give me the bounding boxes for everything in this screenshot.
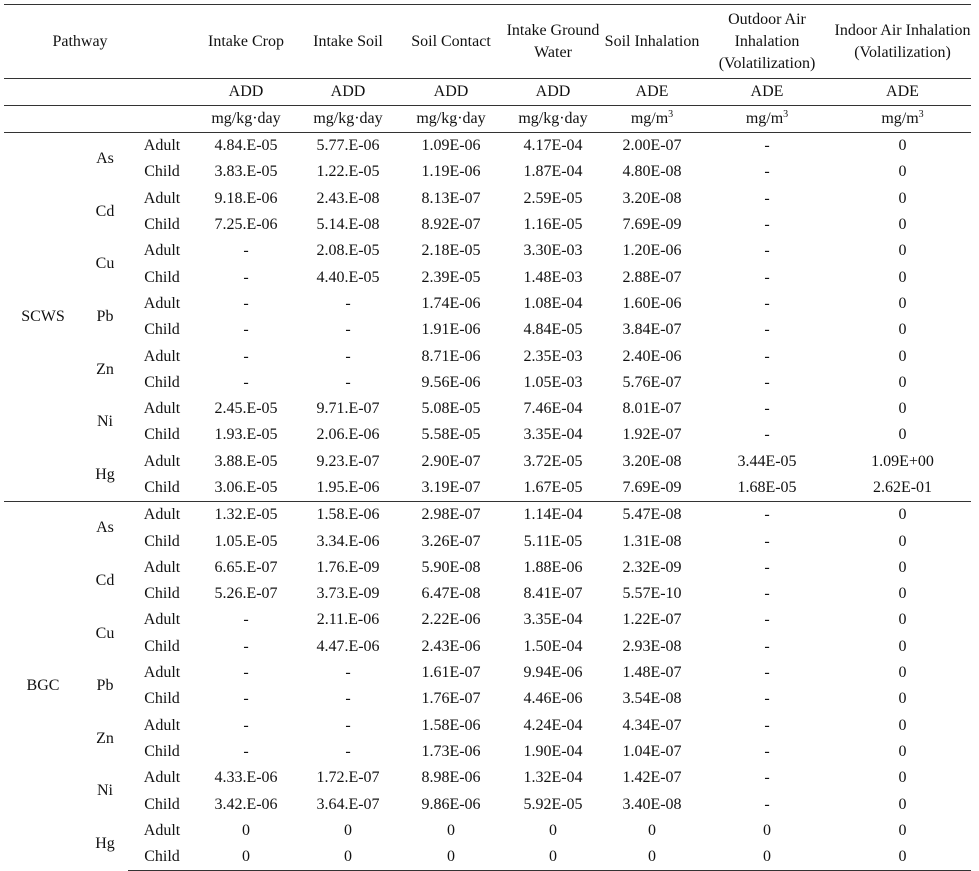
value-cell: 0 [834,844,971,871]
value-cell: - [243,716,249,734]
metal-label: Ni [97,782,113,800]
value-cell: 5.14.E-08 [316,216,380,234]
value-cell: 1.09E+00 [871,452,934,470]
value-cell: 2.88E-07 [622,268,682,286]
value-cell: 1.58E-06 [421,716,481,734]
value-cell: 0 [898,742,907,760]
group-label: Child [144,742,180,760]
pathway-header: Pathway [4,5,196,79]
value-cell: 0 [898,821,907,839]
value-cell: 9.18.E-06 [214,189,278,207]
value-cell: - [764,373,770,391]
group-label: Adult [143,716,181,734]
value-cell: 1.67E-05 [523,479,583,496]
value-cell: 2.08.E-05 [316,242,380,260]
value-cell: 5.57E-10 [622,585,682,603]
value-cell: - [764,189,770,207]
value-cell: 8.13E-07 [421,189,481,207]
col-header-soil-inhalation: Soil Inhalation [604,5,700,79]
value-cell: 3.88.E-05 [214,452,278,470]
table-row [4,581,971,607]
table-row [4,607,971,633]
table-row [4,422,971,448]
value-cell: 0 [898,321,907,339]
value-cell: 3.06.E-05 [214,479,278,496]
value-cell: 7.46E-04 [523,400,583,418]
value-cell: 0 [763,821,771,839]
value-cell: 4.46E-06 [523,690,583,708]
value-cell: 1.72.E-07 [316,769,380,787]
value-cell: 3.34.E-06 [316,532,380,550]
value-cell: 1.61E-07 [421,664,481,682]
table-row [4,159,971,185]
value-cell: 2.40E-06 [622,347,682,365]
value-cell: 0 [604,844,700,871]
value-cell: - [345,347,351,365]
value-cell: - [764,558,770,576]
group-label: Adult [128,502,196,529]
table-row [4,739,971,765]
group-label: Adult [143,400,181,418]
col-header-soil-contact: Soil Contact [400,5,502,79]
value-cell: 5.77.E-06 [316,137,380,155]
metric-cell: ADE [604,79,700,106]
header-blank [4,106,196,133]
value-cell: 2.06.E-06 [316,426,380,444]
table-row [4,844,971,871]
table-row [4,660,971,686]
value-cell: 0 [898,611,907,629]
value-cell: 3.19E-07 [421,479,481,496]
value-cell: - [345,690,351,708]
value-cell: 2.43.E-08 [316,189,380,207]
group-label: Adult [143,821,181,839]
value-cell: 1.19E-06 [421,163,481,181]
group-label: Adult [143,558,181,576]
value-cell: 1.05E-03 [523,373,583,391]
group-label: Adult [143,242,181,260]
group-label: Adult [143,189,181,207]
value-cell: 1.76.E-09 [316,558,380,576]
value-cell: 1.16E-05 [523,216,583,234]
value-cell: 0 [648,821,656,839]
metal-label: Cd [95,202,115,220]
value-cell: 1.91E-06 [421,321,481,339]
value-cell: 1.87E-04 [523,163,583,181]
value-cell: 2.22E-06 [421,611,481,629]
group-label: Child [144,216,180,234]
group-label: Child [144,532,180,550]
table-header [4,5,971,133]
unit-cell: $mg/m^3$ [700,106,834,133]
site-label: BGC [4,502,82,871]
header-row-metric [4,79,971,106]
value-cell: 5.08E-05 [421,400,481,418]
col-header-indoor-air-inhalation: Indoor Air Inhalation (Volatilization) [834,5,971,79]
group-label: Child [144,163,180,181]
table-row [4,502,971,529]
value-cell: - [243,637,249,655]
table-row [4,291,971,317]
value-cell: 0 [898,637,907,655]
value-cell: - [243,611,249,629]
value-cell: 0 [700,844,834,871]
table-row [4,634,971,660]
value-cell: 0 [898,242,907,260]
value-cell: - [764,294,770,312]
unit-cell: $mg/m^3$ [604,106,700,133]
value-cell: 3.35E-04 [523,426,583,444]
value-cell: - [700,502,834,529]
value-cell: 7.69E-09 [622,216,682,234]
metric-cell: ADD [502,79,604,106]
col-header-intake-soil: Intake Soil [296,5,400,79]
metal-label: Cu [95,255,115,273]
value-cell: 1.50E-04 [523,637,583,655]
value-cell: 2.62E-01 [872,479,933,496]
value-cell: 0 [242,821,250,839]
value-cell: - [345,664,351,682]
value-cell: 1.22.E-05 [316,163,380,181]
value-cell: 0 [400,844,502,871]
site-label: SCWS [21,308,65,326]
value-cell: 0 [344,821,352,839]
value-cell: 1.31E-08 [622,532,682,550]
metal-label: As [96,150,114,168]
value-cell: 2.00E-07 [622,137,682,155]
value-cell: 8.92E-07 [421,216,481,234]
value-cell: - [345,321,351,339]
group-label: Child [144,426,180,444]
value-cell: 4.24E-04 [523,716,583,734]
value-cell: 0 [196,844,296,871]
value-cell: - [345,742,351,760]
metal-label: Hg [95,465,115,483]
value-cell: - [764,426,770,444]
group-label: Child [144,795,180,813]
value-cell: 1.58.E-06 [296,502,400,529]
value-cell: 3.83.E-05 [214,163,278,181]
table-row [4,396,971,422]
header-row-names [4,5,971,79]
value-cell: - [243,294,249,312]
value-cell: 1.90E-04 [523,742,583,760]
value-cell: 0 [898,268,907,286]
metal-label: Cd [95,572,115,590]
group-label: Adult [143,611,181,629]
group-label: Child [144,373,180,391]
value-cell: 1.14E-04 [502,502,604,529]
table-row [4,818,971,844]
metal-label: Pb [96,677,114,695]
value-cell: 4.34E-07 [622,716,682,734]
value-cell: 5.47E-08 [604,502,700,529]
value-cell: 5.26.E-07 [214,585,278,603]
value-cell: 1.20E-06 [622,242,682,260]
value-cell: 5.58E-05 [421,426,481,444]
value-cell: - [764,690,770,708]
metal-label: Cu [95,624,115,642]
value-cell: - [764,795,770,813]
value-cell: - [243,347,249,365]
value-cell: 8.41E-07 [523,585,583,603]
value-cell: 5.76E-07 [622,373,682,391]
group-label: Child [144,637,180,655]
value-cell: - [764,611,770,629]
value-cell: 0 [898,347,907,365]
value-cell: - [764,742,770,760]
value-cell: 2.59E-05 [523,189,583,207]
value-cell: 0 [898,189,907,207]
value-cell: 5.92E-05 [523,795,583,813]
site-section-scws [4,133,971,502]
unit-cell: mg/kg·day [296,106,400,133]
value-cell: 0 [898,690,907,708]
value-cell: 0 [898,769,907,787]
value-cell: 1.68E-05 [737,479,797,496]
unit-cell: mg/kg·day [400,106,502,133]
value-cell: 0 [447,821,455,839]
value-cell: 1.42E-07 [622,769,682,787]
value-cell: - [764,769,770,787]
value-cell: 1.09E-06 [421,137,481,155]
unit-cell: mg/kg·day [196,106,296,133]
value-cell: 7.25.E-06 [214,216,278,234]
header-row-unit [4,106,971,133]
metal-label: Hg [95,835,115,853]
value-cell: - [764,637,770,655]
group-label: Child [144,479,180,496]
value-cell: 3.20E-08 [622,189,682,207]
site-section-bgc [4,502,971,871]
value-cell: 4.80E-08 [622,163,682,181]
value-cell: 3.30E-03 [523,242,583,260]
group-label: Child [144,585,180,603]
value-cell: 0 [834,502,971,529]
value-cell: 9.86E-06 [421,795,481,813]
value-cell: 3.42.E-06 [214,795,278,813]
value-cell: 6.65.E-07 [214,558,278,576]
value-cell: 1.08E-04 [523,294,583,312]
value-cell: 2.35E-03 [523,347,583,365]
value-cell: 9.94E-06 [523,664,583,682]
value-cell: 1.93.E-05 [214,426,278,444]
value-cell: - [243,664,249,682]
group-label: Adult [143,452,181,470]
value-cell: - [243,373,249,391]
value-cell: 6.47E-08 [421,585,481,603]
metric-cell: ADD [296,79,400,106]
value-cell: 3.72E-05 [523,452,583,470]
value-cell: 1.22E-07 [622,611,682,629]
value-cell: 7.69E-09 [622,479,682,496]
group-label: Child [144,690,180,708]
value-cell: - [345,294,351,312]
table-row [4,238,971,264]
value-cell: 3.40E-08 [622,795,682,813]
value-cell: 1.48E-07 [622,664,682,682]
header-blank [4,79,196,106]
unit-cell: $mg/m^3$ [834,106,971,133]
group-label: Child [128,844,196,871]
value-cell: 4.47.E-06 [316,637,380,655]
table-row [4,186,971,212]
value-cell: 1.05.E-05 [214,532,278,550]
group-label: Child [144,268,180,286]
col-header-intake-ground-water: Intake Ground Water [502,5,604,79]
value-cell: 1.04E-07 [622,742,682,760]
group-label: Adult [143,664,181,682]
value-cell: 1.76E-07 [421,690,481,708]
value-cell: 1.32E-04 [523,769,583,787]
value-cell: 0 [898,558,907,576]
value-cell: 0 [502,844,604,871]
metric-cell: ADD [196,79,296,106]
value-cell: 0 [898,216,907,234]
value-cell: 1.73E-06 [421,742,481,760]
metal-label: Ni [97,413,113,431]
metal-label: As [82,502,128,555]
value-cell: 3.20E-08 [622,452,682,470]
value-cell: 2.93E-08 [622,637,682,655]
value-cell: 0 [898,664,907,682]
col-header-outdoor-air-inhalation: Outdoor Air Inhalation (Volatilization) [700,5,834,79]
value-cell: 5.90E-08 [421,558,481,576]
metal-label: Zn [96,360,114,378]
value-cell: 3.64.E-07 [316,795,380,813]
value-cell: 4.17E-04 [523,137,583,155]
value-cell: - [764,585,770,603]
value-cell: 2.32E-09 [622,558,682,576]
group-label: Adult [143,347,181,365]
value-cell: - [764,242,770,260]
value-cell: 2.90E-07 [421,452,481,470]
value-cell: 1.88E-06 [523,558,583,576]
value-cell: - [764,347,770,365]
value-cell: 9.56E-06 [421,373,481,391]
value-cell: 8.71E-06 [421,347,481,365]
value-cell: 3.35E-04 [523,611,583,629]
value-cell: 3.44E-05 [737,452,797,470]
metal-label: Pb [96,308,114,326]
value-cell: 4.33.E-06 [214,769,278,787]
value-cell: 0 [898,400,907,418]
value-cell: 1.95.E-06 [316,479,380,496]
value-cell: - [243,268,249,286]
table-row [4,791,971,817]
value-cell: 1.60E-06 [622,294,682,312]
value-cell: 0 [898,716,907,734]
value-cell: 3.26E-07 [421,532,481,550]
value-cell: 8.01E-07 [622,400,682,418]
value-cell: 0 [898,532,907,550]
value-cell: 8.98E-06 [421,769,481,787]
value-cell: 0 [898,163,907,181]
table-row [4,475,971,502]
table-row [4,528,971,554]
value-cell: - [764,532,770,550]
table-row [4,713,971,739]
table-row [4,133,971,160]
table-row [4,317,971,343]
value-cell: 0 [898,426,907,444]
value-cell: - [764,321,770,339]
value-cell: 2.45.E-05 [214,400,278,418]
value-cell: - [345,716,351,734]
metric-cell: ADE [834,79,971,106]
value-cell: 4.84E-05 [523,321,583,339]
value-cell: 1.92E-07 [622,426,682,444]
value-cell: 0 [296,844,400,871]
table-row [4,264,971,290]
value-cell: - [764,268,770,286]
table-row [4,555,971,581]
value-cell: - [764,716,770,734]
value-cell: 1.32.E-05 [196,502,296,529]
value-cell: - [345,373,351,391]
exposure-table [4,4,971,871]
value-cell: 5.11E-05 [523,532,583,550]
table-row [4,686,971,712]
value-cell: - [243,242,249,260]
value-cell: 1.74E-06 [421,294,481,312]
value-cell: 0 [898,294,907,312]
value-cell: 0 [898,585,907,603]
value-cell: 0 [898,795,907,813]
value-cell: - [243,742,249,760]
value-cell: - [764,216,770,234]
table-row [4,765,971,791]
value-cell: 9.71.E-07 [316,400,380,418]
table-row [4,449,971,475]
metric-cell: ADD [400,79,502,106]
value-cell: 1.48E-03 [523,268,583,286]
value-cell: - [764,137,770,155]
table-row [4,212,971,238]
value-cell: - [764,664,770,682]
value-cell: 4.84.E-05 [214,137,278,155]
group-label: Adult [143,137,181,155]
value-cell: 3.54E-08 [622,690,682,708]
table-row [4,370,971,396]
value-cell: 3.73.E-09 [316,585,380,603]
metric-cell: ADE [700,79,834,106]
value-cell: - [243,321,249,339]
value-cell: 0 [549,821,557,839]
value-cell: 2.18E-05 [421,242,481,260]
group-label: Adult [143,294,181,312]
col-header-intake-crop: Intake Crop [196,5,296,79]
unit-cell: mg/kg·day [502,106,604,133]
value-cell: - [243,690,249,708]
value-cell: 0 [898,137,907,155]
value-cell: - [764,400,770,418]
value-cell: 0 [898,373,907,391]
value-cell: 2.39E-05 [421,268,481,286]
value-cell: 2.11.E-06 [316,611,380,629]
value-cell: 2.43E-06 [421,637,481,655]
group-label: Child [144,321,180,339]
metal-label: Zn [96,729,114,747]
table-row [4,343,971,369]
value-cell: 9.23.E-07 [316,452,380,470]
value-cell: - [764,163,770,181]
value-cell: 4.40.E-05 [316,268,380,286]
value-cell: 2.98E-07 [400,502,502,529]
value-cell: 3.84E-07 [622,321,682,339]
group-label: Adult [143,769,181,787]
